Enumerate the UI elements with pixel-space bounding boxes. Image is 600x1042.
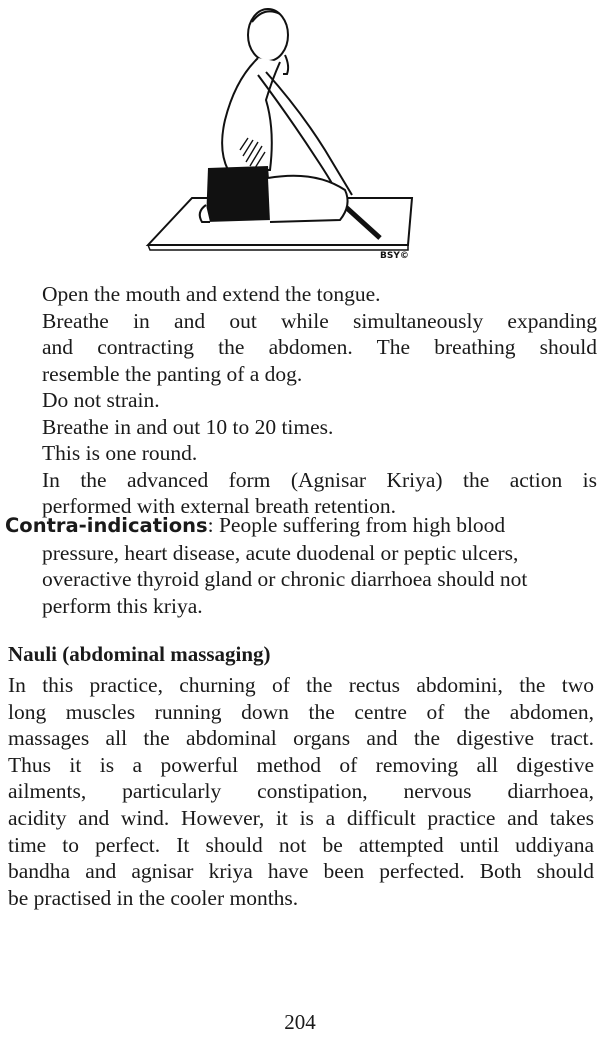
contra-line: perform this kriya. [42, 593, 203, 618]
step-line: performed with external breath retention. [42, 494, 397, 518]
contra-first-line [5, 512, 595, 540]
body-line: be practised in the cooler months. [8, 885, 299, 910]
contra-line: pressure, heart disease, acute duodenal or peptic ulcers, [42, 540, 519, 565]
contra-text: : People suffering from high blood [207, 513, 506, 537]
page-number: 204 [284, 1010, 316, 1034]
illustration-credit: BSY© [380, 251, 409, 261]
contra-label: Contra-indications [5, 514, 208, 537]
section-heading: Nauli (abdominal massaging) [8, 642, 271, 666]
body-line: acidity and wind. However, it is a difficult practice and takes [8, 805, 594, 830]
step-line: Open the mouth and extend the tongue. [42, 282, 381, 306]
step-line: resemble the panting of a dog. [42, 361, 303, 386]
body-line: massages all the abdominal organs and the digestive tract. [8, 726, 594, 751]
step-line: Do not strain. [42, 388, 160, 412]
contra-indications [5, 512, 595, 619]
contra-line: overactive thyroid gland or chronic diarrhoea should not [42, 567, 528, 591]
kneeling-figure-drawing [140, 0, 420, 262]
body-line: time to perfect. It should not be attempted until uddiyana [8, 832, 594, 857]
step-line: In the advanced form (Agnisar Kriya) the action is [42, 467, 597, 492]
body-line: bandha and agnisar kriya have been perfected. Both should [8, 859, 594, 884]
step-line: Breathe in and out 10 to 20 times. [42, 414, 334, 439]
step-line: and contracting the abdomen. The breathing should [42, 335, 597, 359]
body-line: long muscles running down the centre of the abdomen, [8, 699, 594, 724]
yoga-illustration [140, 0, 420, 262]
body-line: In this practice, churning of the rectus abdomini, the two [8, 673, 594, 697]
body-line: Thus it is a powerful method of removing all digestive [8, 752, 594, 777]
section-body [8, 672, 594, 911]
instruction-steps [42, 281, 597, 520]
body-line: ailments, particularly constipation, nervous diarrhoea, [8, 779, 594, 804]
step-line: This is one round. [42, 441, 198, 465]
step-line: Breathe in and out while simultaneously expanding [42, 308, 597, 333]
